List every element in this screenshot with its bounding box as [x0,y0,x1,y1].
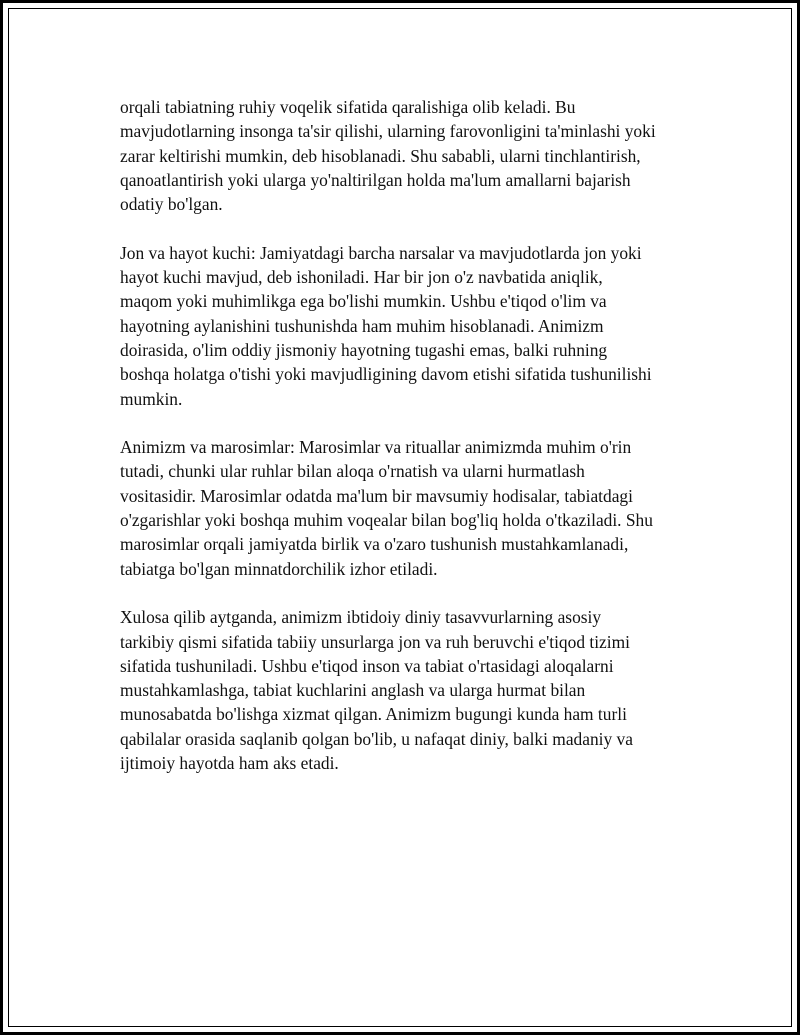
paragraph-continuation: orqali tabiatning ruhiy voqelik sifatida qaralishiga olib keladi. Bu mavjudotlarning insonga ta'sir qilishi, ularning farovonligini ta'minlashi yoki zarar keltirishi mumkin, deb hisoblanadi. Shu sababli, ularni tinchlantirish, qanoatlantirish yoki ularga yo'naltirilgan holda ma'lum amallarni bajarish odatiy bo'lgan. [120,97,656,215]
document-text-body [120,95,720,800]
paragraph-animizm-va-marosimlar: Animizm va marosimlar: Marosimlar va rituallar animizmda muhim o'rin tutadi, chunki ular ruhlar bilan aloqa o'rnatish va ularni hurmatlash vositasidir. Marosimlar odatda ma'lum bir mavsumiy hodisalar, tabiatdagi o'zgarishlar yoki boshqa muhim voqealar bilan bog'liq holda o'tkaziladi. Shu marosimlar orqali jamiyatda birlik va o'zaro tushunish mustahkamlanadi, tabiatga bo'lgan minnatdorchilik izhor etiladi. [120,437,653,579]
paragraph-jon-va-hayot-kuchi: Jon va hayot kuchi: Jamiyatdagi barcha narsalar va mavjudotlarda jon yoki hayot kuchi mavjud, deb ishoniladi. Har bir jon o'z navbatida aniqlik, maqom yoki muhimlikga ega bo'lishi mumkin. Ushbu e'tiqod o'lim va hayotning aylanishini tushunishda ham muhim hisoblanadi. Animizm doirasida, o'lim oddiy jismoniy hayotning tugashi emas, balki ruhning boshqa holatga o'tishi yoki mavjudligining davom etishi sifatida tushunilishi mumkin. [120,242,652,409]
paragraph-xulosa: Xulosa qilib aytganda, animizm ibtidoiy diniy tasavvurlarning asosiy tarkibiy qismi sifatida tabiiy unsurlarga jon va ruh beruvchi e'tiqod tizimi sifatida tushuniladi. Ushbu e'tiqod inson va tabiat o'rtasidagi aloqalarni mustahkamlashga, tabiat kuchlarini anglash va ularga hurmat bilan munosabatda bo'lishga xizmat qilgan. Animizm bugungi kunda ham turli qabilalar orasida saqlanib qolgan bo'lib, u nafaqat diniy, balki madaniy va ijtimoiy hayotda ham aks etadi. [120,607,633,774]
